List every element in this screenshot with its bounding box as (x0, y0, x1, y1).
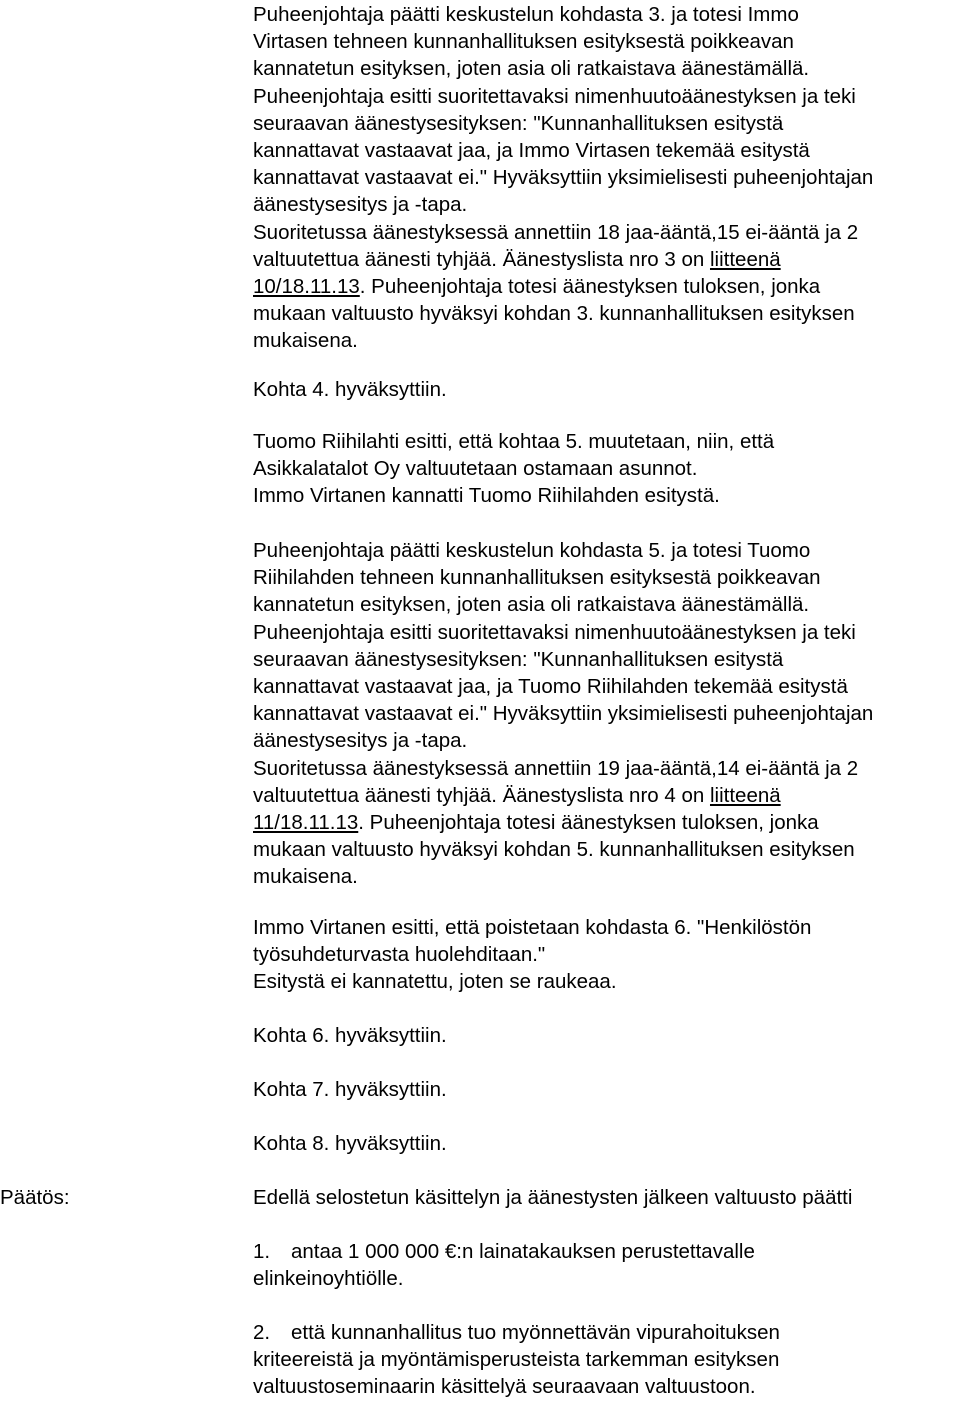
text-line: äänestysesitys ja -tapa. (253, 193, 468, 217)
vote-paragraph-kohta-5 (253, 537, 873, 891)
text-line (253, 246, 873, 273)
attachment-link[interactable]: 10/18.11.13 (253, 275, 360, 299)
text-line: kannattavat vastaavat ei." Hyväksyttiin yksimielisesti puheenjohtajan (253, 702, 874, 726)
text-line (253, 1238, 755, 1265)
text-line: kannattavat vastaavat jaa, ja Tuomo Riihilahden tekemää esitystä (253, 675, 848, 699)
kohta-7-line (253, 1076, 447, 1103)
text-line: Suoritetussa äänestyksessä annettiin 18 jaa-ääntä,15 ei-ääntä ja 2 (253, 220, 859, 244)
text-line: Kohta 6. hyväksyttiin. (253, 1024, 447, 1047)
text-segment: valtuutettua äänesti tyhjää. Äänestyslista nro 3 on (253, 247, 710, 271)
item-number: 1. (253, 1240, 271, 1263)
text-line: Asikkalatalot Oy valtuutetaan ostamaan asunnot. (253, 457, 698, 481)
text-line: Puheenjohtaja esitti suoritettavaksi nimenhuutoäänestyksen ja teki (253, 84, 856, 108)
paatos-label: Päätös: (0, 1186, 70, 1209)
text-line: elinkeinoyhtiölle. (253, 1267, 404, 1291)
text-line: Esitystä ei kannatettu, joten se raukeaa. (253, 970, 617, 994)
text-line: mukaisena. (253, 329, 358, 353)
text-line (253, 809, 873, 836)
text-segment: . Puheenjohtaja totesi äänestyksen tuloksen, jonka (359, 275, 821, 299)
text-line: Suoritetussa äänestyksessä annettiin 19 jaa-ääntä,14 ei-ääntä ja 2 (253, 756, 859, 780)
text-line: työsuhdeturvasta huolehditaan." (253, 943, 546, 967)
text-line: Riihilahden tehneen kunnanhallituksen esityksestä poikkeavan (253, 566, 821, 590)
text-line: kannattavat vastaavat jaa, ja Immo Virtasen tekemää esitystä (253, 139, 810, 163)
text-segment: . Puheenjohtaja totesi äänestyksen tuloksen, jonka (358, 811, 819, 835)
kohta-8-line (253, 1130, 447, 1157)
attachment-link[interactable]: 11/18.11.13 (253, 811, 359, 835)
text-line: Puheenjohtaja päätti keskustelun kohdasta 5. ja totesi Tuomo (253, 539, 811, 562)
text-segment: valtuutettua äänesti tyhjää. Äänestyslista nro 4 on (253, 783, 710, 807)
text-segment: antaa 1 000 000 €:n lainatakauksen perustettavalle (291, 1240, 755, 1263)
attachment-link[interactable]: liitteenä (709, 783, 781, 807)
text-line: Kohta 4. hyväksyttiin. (253, 378, 447, 401)
attachment-link[interactable]: liitteenä (709, 247, 781, 271)
text-line: Puheenjohtaja päätti keskustelun kohdasta 3. ja totesi Immo (253, 3, 799, 26)
text-line: Immo Virtanen esitti, että poistetaan kohdasta 6. "Henkilöstön (253, 916, 812, 939)
text-line: kannattavat vastaavat ei." Hyväksyttiin yksimielisesti puheenjohtajan (253, 166, 874, 190)
text-line: kriteereistä ja myöntämisperusteista tarkemman esityksen (253, 1348, 780, 1372)
decision-item-2 (253, 1319, 780, 1401)
text-line: mukaisena. (253, 865, 358, 889)
text-line: Edellä selostetun käsittelyn ja äänestysten jälkeen valtuusto päätti (253, 1186, 853, 1209)
text-line: äänestysesitys ja -tapa. (253, 729, 468, 753)
text-line: Immo Virtanen kannatti Tuomo Riihilahden esitystä. (253, 484, 720, 508)
text-segment: että kunnanhallitus tuo myönnettävän vipurahoituksen (291, 1321, 780, 1344)
text-line (253, 782, 873, 809)
text-line: Virtasen tehneen kunnanhallituksen esityksestä poikkeavan (253, 30, 794, 54)
decision-intro (253, 1184, 852, 1211)
text-line: mukaan valtuusto hyväksyi kohdan 3. kunnanhallituksen esityksen (253, 302, 855, 326)
proposal-paragraph-kohta-5 (253, 428, 774, 510)
text-line: Puheenjohtaja esitti suoritettavaksi nimenhuutoäänestyksen ja teki (253, 620, 856, 644)
text-line: kannatetun esityksen, joten asia oli ratkaistava äänestämällä. (253, 593, 810, 617)
kohta-6-line (253, 1022, 447, 1049)
decision-item-1 (253, 1238, 755, 1292)
vote-paragraph-kohta-3 (253, 1, 873, 355)
text-line (253, 1319, 780, 1346)
kohta-4-line (253, 376, 447, 403)
text-line: Tuomo Riihilahti esitti, että kohtaa 5. muutetaan, niin, että (253, 430, 775, 453)
item-number: 2. (253, 1321, 271, 1344)
proposal-paragraph-kohta-6 (253, 914, 811, 996)
text-line: valtuustoseminaarin käsittelyä seuraavaan valtuustoon. (253, 1375, 756, 1399)
text-line: kannatetun esityksen, joten asia oli ratkaistava äänestämällä. (253, 57, 810, 81)
text-line: mukaan valtuusto hyväksyi kohdan 5. kunnanhallituksen esityksen (253, 838, 855, 862)
text-line: Kohta 7. hyväksyttiin. (253, 1078, 447, 1101)
text-line: seuraavan äänestysesityksen: "Kunnanhallituksen esitystä (253, 647, 784, 671)
text-line: seuraavan äänestysesityksen: "Kunnanhallituksen esitystä (253, 111, 784, 135)
text-line: Kohta 8. hyväksyttiin. (253, 1132, 447, 1155)
text-line (253, 273, 873, 300)
